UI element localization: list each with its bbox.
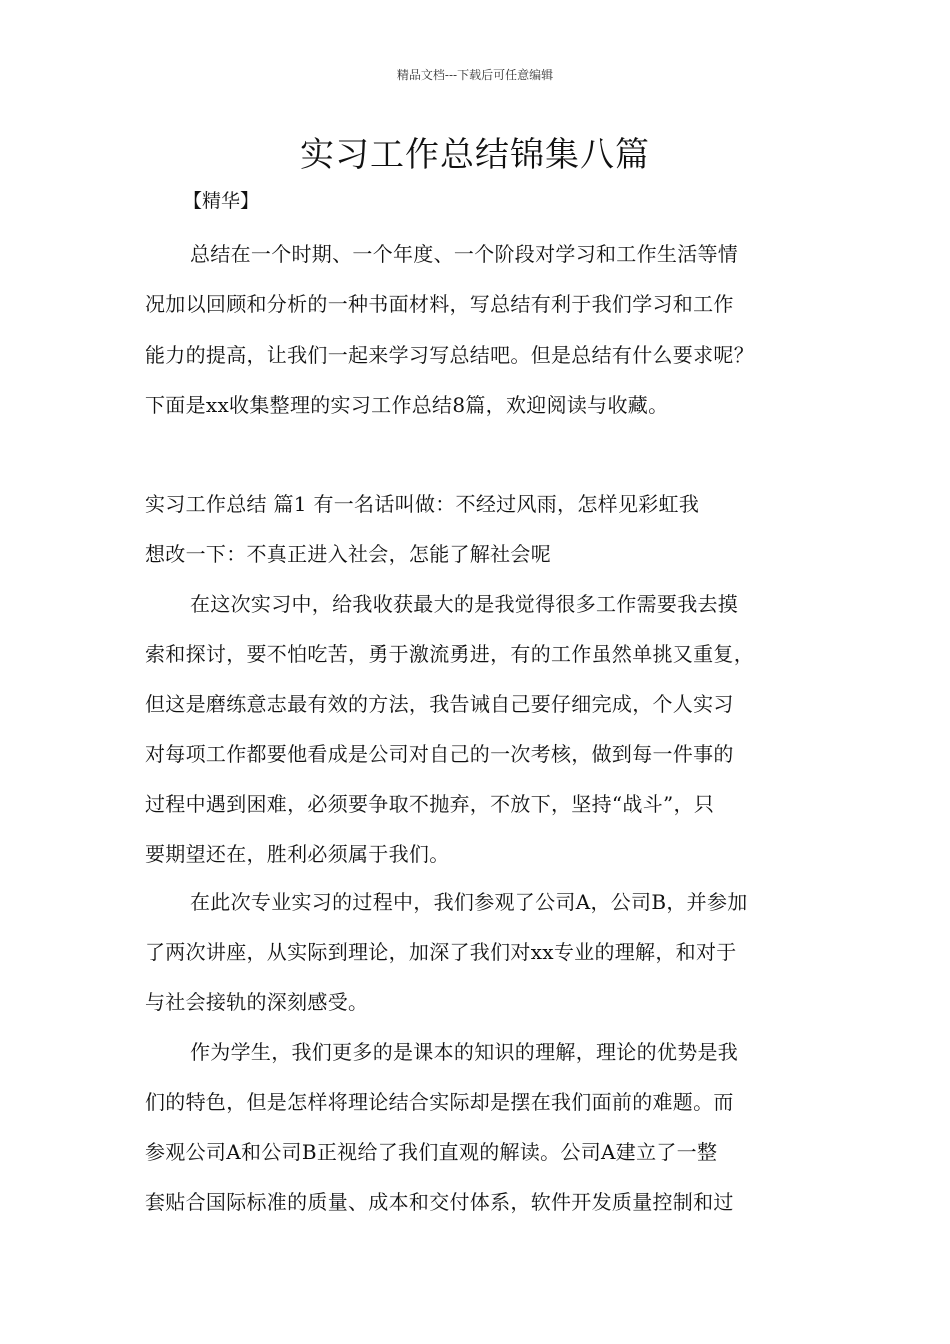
paragraph-line: 套贴合国际标准的质量、成本和交付体系，软件开发质量控制和过 [145, 1190, 734, 1214]
paragraph-line: 对每项工作都要他看成是公司对自己的一次考核，做到每一件事的 [145, 742, 734, 766]
paragraph-line: 况加以回顾和分析的一种书面材料，写总结有利于我们学习和工作 [145, 292, 734, 316]
paragraph-line: 能力的提高，让我们一起来学习写总结吧。但是总结有什么要求呢？ [145, 343, 754, 367]
paragraph-line: 在这次实习中，给我收获最大的是我觉得很多工作需要我去摸 [190, 592, 739, 616]
paragraph-line: 要期望还在，胜利必须属于我们。 [145, 842, 450, 866]
paragraph-line: 作为学生，我们更多的是课本的知识的理解，理论的优势是我 [190, 1040, 739, 1064]
paragraph-line: 在此次专业实习的过程中，我们参观了公司A，公司B，并参加 [190, 890, 748, 914]
paragraph-line: 但这是磨练意志最有效的方法，我告诫自己要仔细完成，个人实习 [145, 692, 734, 716]
paragraph-line: 索和探讨，要不怕吃苦，勇于激流勇进，有的工作虽然单挑又重复， [145, 642, 754, 666]
paragraph-line: 下面是xx收集整理的实习工作总结8篇，欢迎阅读与收藏。 [145, 393, 669, 417]
document-title: 实习工作总结锦集八篇 [300, 135, 650, 175]
paragraph-line: 过程中遇到困难，必须要争取不抛弃，不放下，坚持“战斗”，只 [145, 792, 715, 816]
title-tag: 【精华】 [183, 190, 260, 212]
section-heading-line: 实习工作总结 篇1 有一名话叫做：不经过风雨，怎样见彩虹我 [145, 492, 700, 516]
paragraph-line: 总结在一个时期、一个年度、一个阶段对学习和工作生活等情 [190, 242, 739, 266]
paragraph-line: 了两次讲座，从实际到理论，加深了我们对xx专业的理解，和对于 [145, 940, 737, 964]
page-header-note: 精品文档---下载后可任意编辑 [396, 68, 554, 82]
paragraph-line: 与社会接轨的深刻感受。 [145, 990, 369, 1014]
paragraph-line: 参观公司A和公司B正视给了我们直观的解读。公司A建立了一整 [145, 1140, 718, 1164]
paragraph-line: 们的特色，但是怎样将理论结合实际却是摆在我们面前的难题。而 [145, 1090, 734, 1114]
paragraph-line: 想改一下：不真正进入社会，怎能了解社会呢 [145, 542, 551, 566]
